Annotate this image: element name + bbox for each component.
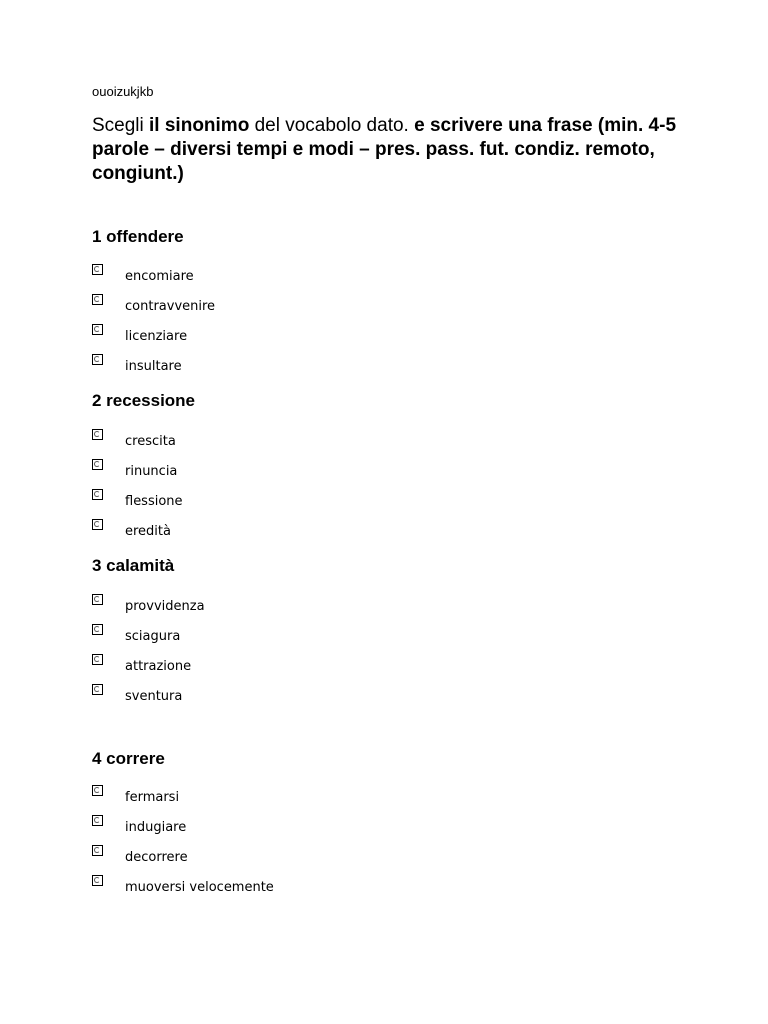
radio-button[interactable] [92, 594, 103, 605]
option-label: muoversi velocemente [125, 880, 274, 895]
question-3 [92, 556, 692, 714]
instructions-part4: e scrivere una frase (min. 4-5 parole – diversi tempi e modi – pres. pass. fut. condiz. remoto, congiunt.) [92, 115, 677, 184]
radio-button[interactable] [92, 354, 103, 365]
option-label: encomiare [125, 269, 194, 284]
option-item [92, 324, 692, 354]
option-item [92, 785, 692, 815]
question-title: 3 calamità [92, 556, 175, 575]
question-title: 2 recessione [92, 391, 196, 410]
option-label: indugiare [125, 820, 187, 835]
radio-button[interactable] [92, 815, 103, 826]
option-label: contravvenire [125, 299, 216, 314]
option-item [92, 459, 692, 489]
radio-button[interactable] [92, 264, 103, 275]
option-item [92, 264, 692, 294]
option-label: crescita [125, 434, 176, 449]
option-label: insultare [125, 359, 182, 374]
option-item [92, 624, 692, 654]
option-item [92, 845, 692, 875]
radio-button[interactable] [92, 875, 103, 886]
option-list [92, 785, 692, 905]
option-label: attrazione [125, 659, 192, 674]
instructions-part2: il sinonimo [149, 115, 250, 136]
question-1 [92, 227, 692, 384]
option-item [92, 684, 692, 714]
question-title: 4 correre [92, 749, 165, 768]
question-2 [92, 391, 692, 549]
option-item [92, 875, 692, 905]
option-list [92, 264, 692, 384]
radio-button[interactable] [92, 519, 103, 530]
radio-button[interactable] [92, 489, 103, 500]
radio-button[interactable] [92, 785, 103, 796]
radio-button[interactable] [92, 624, 103, 635]
option-label: fermarsi [125, 790, 180, 805]
option-item [92, 815, 692, 845]
option-item [92, 489, 692, 519]
radio-button[interactable] [92, 654, 103, 665]
option-item [92, 429, 692, 459]
option-list [92, 429, 692, 549]
option-label: licenziare [125, 329, 188, 344]
radio-button[interactable] [92, 294, 103, 305]
radio-button[interactable] [92, 429, 103, 440]
radio-button[interactable] [92, 324, 103, 335]
option-item [92, 354, 692, 384]
radio-button[interactable] [92, 684, 103, 695]
question-title: 1 offendere [92, 227, 184, 246]
option-label: sventura [125, 689, 183, 704]
radio-button[interactable] [92, 845, 103, 856]
option-label: decorrere [125, 850, 188, 865]
option-label: rinuncia [125, 464, 178, 479]
option-label: eredità [125, 524, 171, 539]
option-label: provvidenza [125, 599, 205, 614]
radio-button[interactable] [92, 459, 103, 470]
option-label: flessione [125, 494, 183, 509]
instructions-text [92, 114, 692, 186]
option-item [92, 519, 692, 549]
option-item [92, 294, 692, 324]
document-code: ouoizukjkb [92, 84, 154, 99]
option-item [92, 654, 692, 684]
option-label: sciagura [125, 629, 181, 644]
option-item [92, 594, 692, 624]
instructions-part1: Scegli [92, 115, 150, 136]
question-4 [92, 749, 692, 905]
instructions-part3: del vocabolo dato. [249, 115, 415, 136]
option-list [92, 594, 692, 714]
